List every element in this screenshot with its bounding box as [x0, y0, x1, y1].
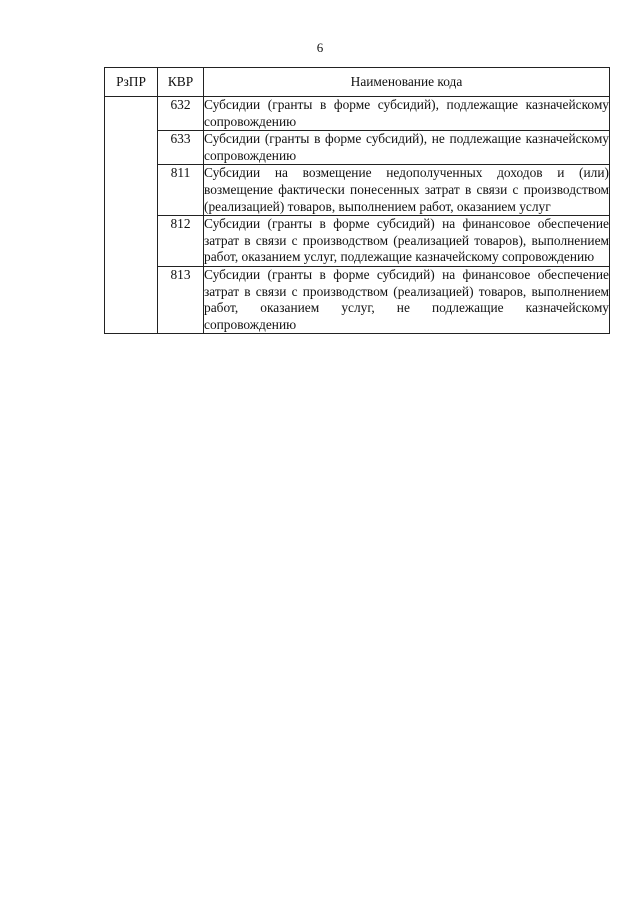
header-kvr: КВР [158, 68, 204, 97]
table-row [105, 165, 610, 216]
code-name-cell: Субсидии (гранты в форме субсидий), не подлежащие казначейскому сопровождению [204, 131, 610, 165]
header-code-name: Наименование кода [204, 68, 610, 97]
code-name-cell: Субсидии (гранты в форме субсидий) на финансовое обеспечение затрат в связи с производством (реализацией товаров), выполнением работ, оказанием услуг, подлежащие казначейскому сопровождению [204, 216, 610, 267]
code-name-cell: Субсидии (гранты в форме субсидий), подлежащие казначейскому сопровождению [204, 97, 610, 131]
budget-codes-table [104, 67, 610, 334]
kvr-cell: 633 [158, 131, 204, 165]
table-row [105, 97, 610, 131]
code-name-cell: Субсидии (гранты в форме субсидий) на финансовое обеспечение затрат в связи с производством (реализацией) товаров, выполнением работ, оказанием услуг, не подлежащие казначейскому сопровождению [204, 266, 610, 333]
kvr-cell: 811 [158, 165, 204, 216]
kvr-cell: 812 [158, 216, 204, 267]
kvr-cell: 813 [158, 266, 204, 333]
kvr-cell: 632 [158, 97, 204, 131]
header-rzpr: РзПР [105, 68, 158, 97]
code-name-cell: Субсидии на возмещение недополученных доходов и (или) возмещение фактически понесенных затрат в связи с производством (реализацией) товаров, выполнением работ, оказанием услуг [204, 165, 610, 216]
table-header [105, 68, 610, 97]
table-row [105, 131, 610, 165]
page-number: 6 [316, 40, 324, 55]
table-row [105, 216, 610, 267]
table-row [105, 266, 610, 333]
table-body [105, 97, 610, 334]
header-row [105, 68, 610, 97]
rzpr-cell [105, 97, 158, 334]
